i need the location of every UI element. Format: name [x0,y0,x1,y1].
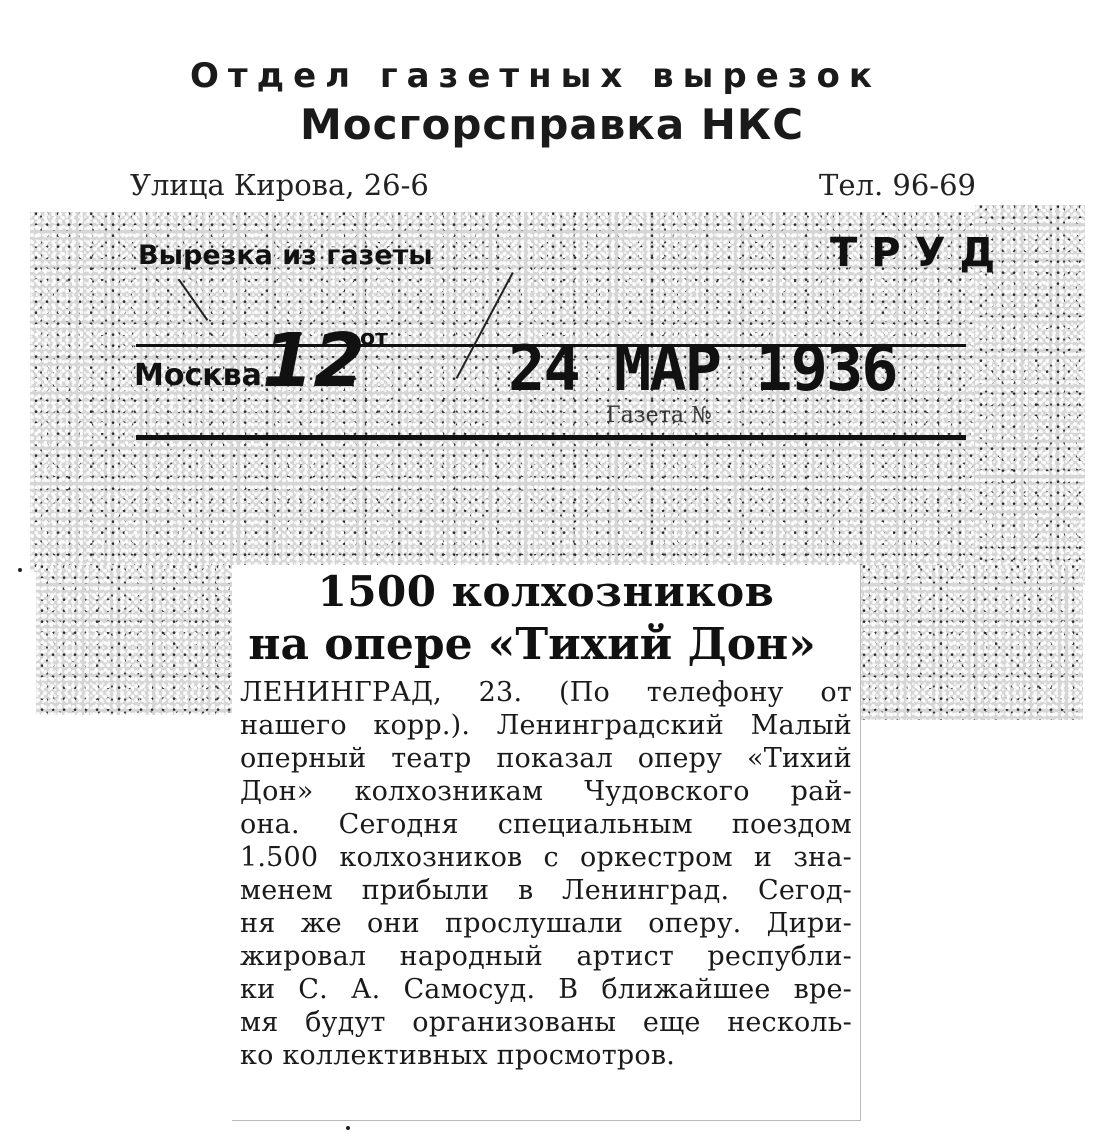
date-stamp: 24 МАР 1936 [508,332,897,405]
form-rule [136,435,966,440]
article-line: оперный театр показал оперу «Тихий [240,743,852,774]
article-line: ня же они прослушали оперу. Дири- [240,908,852,939]
article-line: она. Сегодня специальным поездом [240,809,852,840]
newspaper-name: ТРУД [830,230,1010,276]
article-line: нашего корр.). Ленинградский Малый [240,710,852,741]
address: Улица Кирова, 26-6 [130,168,429,202]
organization-name: Мосгорсправка НКС [300,100,805,149]
phone-number: Тел. 96-69 [819,168,976,202]
article-line: ко коллективных просмотров. [240,1040,676,1071]
extract-label: Вырезка из газеты [138,240,433,271]
ink-speck [346,1126,350,1130]
speckled-background [858,565,1083,720]
newspaper-clipping [232,565,861,1121]
speckled-background [36,565,236,715]
issue-number: 12 [262,318,365,404]
article-line: жировал народный артист республи- [240,941,852,972]
article-headline-line2: на опере «Тихий Дон» [248,619,816,670]
article-line: ки С. А. Самосуд. В ближайшее вре- [240,974,852,1005]
article-headline-line1: 1500 колхозников [317,567,775,616]
from-label: от [360,326,388,351]
city-label: Москва [134,358,262,393]
article-line: менем прибыли в Ленинград. Сегод- [240,875,852,906]
gazeta-number-label: Газета № [606,403,712,428]
department-name: Отдел газетных вырезок [190,56,881,96]
article-line: мя будут организованы еще несколь- [240,1007,852,1038]
article-line: ЛЕНИНГРАД, 23. (По телефону от [240,677,852,708]
article-line: Дон» колхозникам Чудовского рай- [240,776,852,807]
article-line: 1.500 колхозников с оркестром и зна- [240,842,852,873]
ink-speck [18,568,22,572]
